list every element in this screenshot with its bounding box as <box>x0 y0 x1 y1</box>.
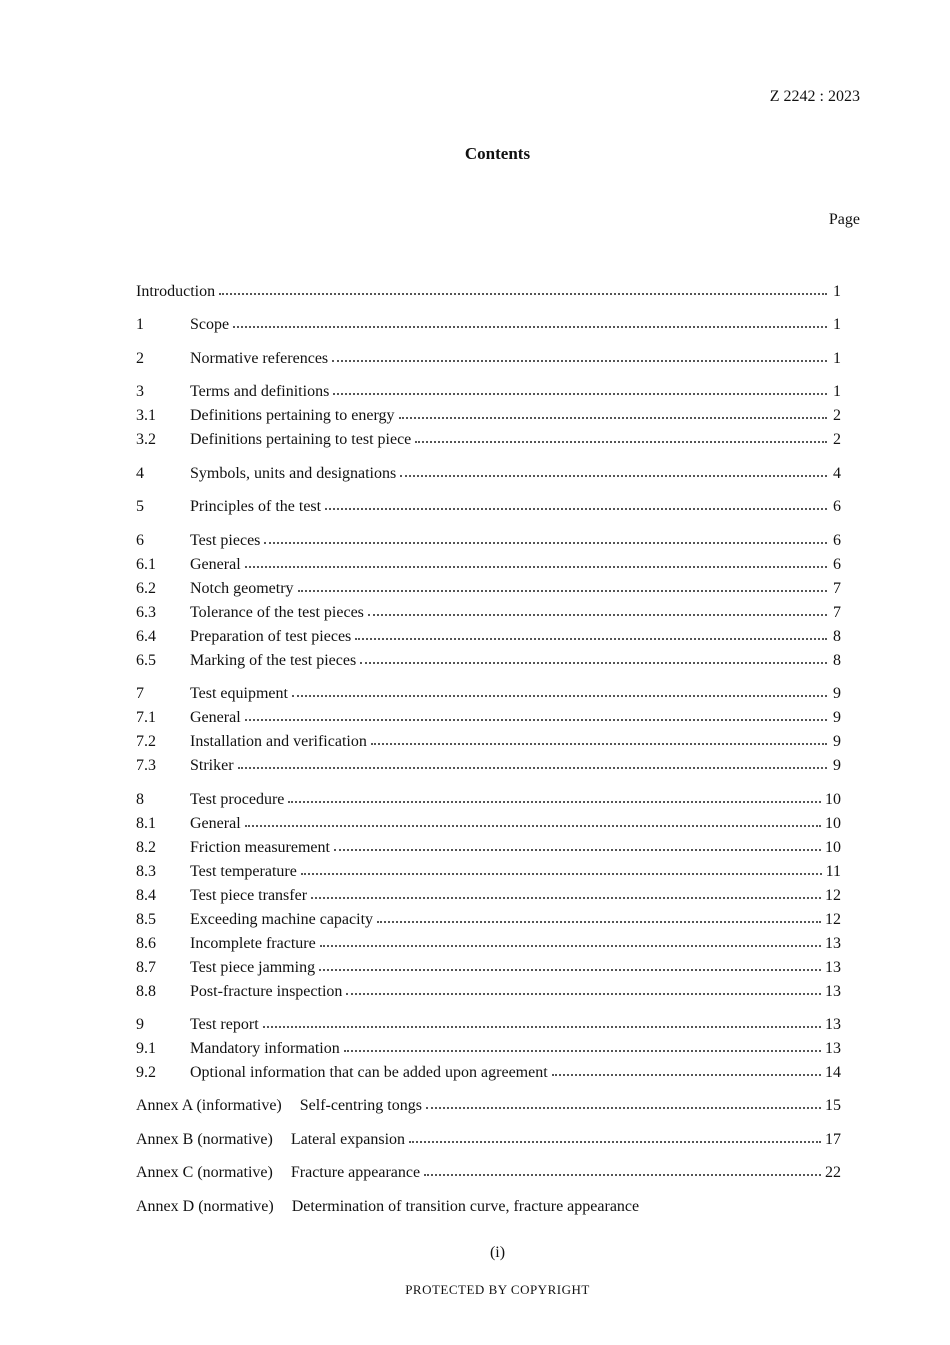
toc-entry-number: 8.8 <box>136 983 156 1000</box>
dot-leader <box>371 743 827 745</box>
toc-entry-page: 10 <box>825 815 841 832</box>
toc-entry-page: 12 <box>825 911 841 928</box>
toc-entry-title: Test pieces <box>190 532 261 549</box>
toc-entry-page: 22 <box>825 1164 841 1181</box>
toc-entry[interactable] <box>136 809 841 833</box>
toc-entry-page: 13 <box>825 935 841 952</box>
toc-entry[interactable] <box>136 751 841 775</box>
toc-entry[interactable] <box>136 833 841 857</box>
toc-entry-title: Notch geometry <box>190 580 294 597</box>
dot-leader <box>346 993 821 995</box>
toc-entry-number: 9 <box>136 1016 144 1033</box>
toc-entry-number: 8 <box>136 791 144 808</box>
annex-label: Annex C (normative) <box>136 1164 273 1181</box>
toc-entry[interactable] <box>136 526 841 550</box>
dot-leader <box>400 475 827 477</box>
toc-entry-title: Test equipment <box>190 685 288 702</box>
toc-entry-title: Introduction <box>136 283 216 300</box>
toc-entry-number: 6.4 <box>136 628 156 645</box>
toc-entry-number: 6.3 <box>136 604 156 621</box>
toc-entry-title: Mandatory information <box>190 1040 340 1057</box>
toc-entry-page: 8 <box>833 628 841 645</box>
toc-entry-page: 6 <box>833 532 841 549</box>
dot-leader <box>552 1074 821 1076</box>
toc-entry[interactable] <box>136 377 841 401</box>
toc-entry[interactable] <box>136 881 841 905</box>
toc-entry[interactable] <box>136 929 841 953</box>
toc-entry-page: 14 <box>825 1064 841 1081</box>
dot-leader <box>344 1050 821 1052</box>
toc-entry[interactable] <box>136 622 841 646</box>
toc-entry-number: 4 <box>136 465 144 482</box>
toc-entry-title: Incomplete fracture <box>190 935 316 952</box>
dot-leader <box>298 590 827 592</box>
toc-entry-number: 1 <box>136 316 144 333</box>
toc-entry-annex-c[interactable] <box>136 1158 841 1182</box>
toc-entry-page: 8 <box>833 652 841 669</box>
dot-leader <box>219 293 827 295</box>
toc-entry-page: 2 <box>833 431 841 448</box>
toc-entry[interactable] <box>136 344 841 368</box>
dot-leader <box>292 695 827 697</box>
dot-leader <box>325 508 827 510</box>
dot-leader <box>264 542 827 544</box>
toc-entry-number: 3.1 <box>136 407 156 424</box>
toc-entry-page: 7 <box>833 604 841 621</box>
toc-entry-page: 6 <box>833 498 841 515</box>
toc-entry[interactable] <box>136 1010 841 1034</box>
toc-entry[interactable] <box>136 646 841 670</box>
toc-entry-title: Symbols, units and designations <box>190 465 397 482</box>
dot-leader <box>319 969 821 971</box>
toc-entry[interactable] <box>136 574 841 598</box>
copyright-notice: PROTECTED BY COPYRIGHT <box>405 1282 590 1297</box>
toc-entry-page: 9 <box>833 757 841 774</box>
toc-entry-title: Friction measurement <box>190 839 330 856</box>
toc-entry-title: Self-centring tongs <box>299 1097 422 1114</box>
page-column-label: Page <box>828 211 860 228</box>
toc-entry-number: 6.5 <box>136 652 156 669</box>
toc-entry[interactable] <box>136 1034 841 1058</box>
dot-leader <box>409 1141 821 1143</box>
toc-entry-title: Optional information that can be added upon agreement <box>190 1064 548 1081</box>
toc-entry-title: Terms and definitions <box>190 383 330 400</box>
toc-entry[interactable] <box>136 727 841 751</box>
toc-entry-introduction[interactable] <box>136 277 841 301</box>
dot-leader <box>368 614 827 616</box>
dot-leader <box>233 326 827 328</box>
dot-leader <box>360 662 827 664</box>
toc-entry[interactable] <box>136 310 841 334</box>
dot-leader <box>333 393 827 395</box>
toc-entry-page: 10 <box>825 791 841 808</box>
dot-leader <box>377 921 821 923</box>
toc-entry[interactable] <box>136 598 841 622</box>
toc-entry[interactable] <box>136 703 841 727</box>
toc-entry-title: Normative references <box>190 350 329 367</box>
annex-label: Annex D (normative) <box>136 1198 274 1215</box>
toc-entry-page: 11 <box>825 863 841 880</box>
toc-entry-title: General <box>190 709 241 726</box>
dot-leader <box>238 767 827 769</box>
toc-entry-title: Exceeding machine capacity <box>190 911 374 928</box>
toc-entry-number: 8.5 <box>136 911 156 928</box>
toc-entry-title: Lateral expansion <box>290 1131 406 1148</box>
toc-entry-title: Test piece jamming <box>190 959 316 976</box>
page-folio: (i) <box>489 1244 506 1261</box>
toc-entry-title: Test procedure <box>190 791 285 808</box>
toc-entry[interactable] <box>136 425 841 449</box>
toc-entry-annex-d[interactable] <box>136 1192 841 1216</box>
toc-entry-number: 6.1 <box>136 556 156 573</box>
toc-entry-title: Installation and verification <box>190 733 367 750</box>
toc-entry-title: Test report <box>190 1016 259 1033</box>
dot-leader <box>355 638 827 640</box>
toc-entry-page: 17 <box>825 1131 841 1148</box>
toc-entry-title: Test temperature <box>190 863 297 880</box>
dot-leader <box>426 1107 821 1109</box>
document-code: Z 2242 : 2023 <box>769 88 860 105</box>
toc-entry[interactable] <box>136 953 841 977</box>
toc-entry-number: 7.1 <box>136 709 156 726</box>
dot-leader <box>332 360 827 362</box>
dot-leader <box>301 873 822 875</box>
toc-entry-page: 13 <box>825 983 841 1000</box>
toc-entry-page: 9 <box>833 733 841 750</box>
toc-entry-title: Scope <box>190 316 230 333</box>
toc-entry-number: 6 <box>136 532 144 549</box>
toc-entry-page: 6 <box>833 556 841 573</box>
toc-entry-number: 8.4 <box>136 887 156 904</box>
toc-entry-number: 9.2 <box>136 1064 156 1081</box>
toc-entry[interactable] <box>136 492 841 516</box>
toc-entry-title: Definitions pertaining to test piece <box>190 431 412 448</box>
toc-entry-number: 3.2 <box>136 431 156 448</box>
dot-leader <box>320 945 821 947</box>
toc-entry-title: Marking of the test pieces <box>190 652 357 669</box>
toc-entry-page: 1 <box>833 383 841 400</box>
toc-entry-annex-a[interactable] <box>136 1091 841 1115</box>
dot-leader <box>245 825 821 827</box>
dot-leader <box>263 1026 821 1028</box>
toc-entry[interactable] <box>136 857 841 881</box>
toc-entry-number: 8.1 <box>136 815 156 832</box>
dot-leader <box>415 441 827 443</box>
dot-leader <box>334 849 821 851</box>
toc-entry-number: 7.3 <box>136 757 156 774</box>
dot-leader <box>399 417 827 419</box>
toc-entry[interactable] <box>136 550 841 574</box>
toc-entry-page: 1 <box>833 316 841 333</box>
toc-entry-title: Striker <box>190 757 234 774</box>
toc-entry-title: Fracture appearance <box>290 1164 421 1181</box>
toc-entry-page: 9 <box>833 685 841 702</box>
toc-entry-number: 3 <box>136 383 144 400</box>
toc-entry[interactable] <box>136 679 841 703</box>
toc-entry[interactable] <box>136 905 841 929</box>
toc-entry-page: 13 <box>825 959 841 976</box>
toc-entry[interactable] <box>136 977 841 1001</box>
dot-leader <box>288 801 821 803</box>
toc-entry-number: 2 <box>136 350 144 367</box>
toc-entry[interactable] <box>136 459 841 483</box>
toc-entry-number: 9.1 <box>136 1040 156 1057</box>
dot-leader <box>311 897 821 899</box>
toc-entry-number: 6.2 <box>136 580 156 597</box>
toc-entry-page: 1 <box>833 283 841 300</box>
toc-entry[interactable] <box>136 401 841 425</box>
toc-entry-title: Definitions pertaining to energy <box>190 407 395 424</box>
toc-entry-title: General <box>190 815 241 832</box>
toc-entry-annex-b[interactable] <box>136 1125 841 1149</box>
toc-entry-number: 8.3 <box>136 863 156 880</box>
toc-entry-page: 4 <box>833 465 841 482</box>
toc-entry-page: 10 <box>825 839 841 856</box>
toc-entry-title: Determination of transition curve, fracture appearance <box>291 1198 640 1215</box>
dot-leader <box>245 566 827 568</box>
toc-entry-page: 13 <box>825 1040 841 1057</box>
dot-leader <box>424 1174 821 1176</box>
annex-label: Annex B (normative) <box>136 1131 273 1148</box>
toc-entry[interactable] <box>136 1058 841 1082</box>
toc-entry-title: General <box>190 556 241 573</box>
toc-entry-page: 15 <box>825 1097 841 1114</box>
toc-entry-number: 8.2 <box>136 839 156 856</box>
toc-entry-title: Tolerance of the test pieces <box>190 604 364 621</box>
toc-entry-page: 2 <box>833 407 841 424</box>
toc-entry-number: 5 <box>136 498 144 515</box>
toc-entry-title: Post-fracture inspection <box>190 983 343 1000</box>
toc-entry-page: 13 <box>825 1016 841 1033</box>
toc-entry-number: 8.6 <box>136 935 156 952</box>
page-title: Contents <box>464 144 531 163</box>
toc-entry-number: 7 <box>136 685 144 702</box>
toc-entry-number: 8.7 <box>136 959 156 976</box>
toc-entry-page: 7 <box>833 580 841 597</box>
toc-entry-page: 1 <box>833 350 841 367</box>
toc-entry-number: 7.2 <box>136 733 156 750</box>
toc-entry[interactable] <box>136 785 841 809</box>
toc-entry-title: Preparation of test pieces <box>190 628 352 645</box>
annex-label: Annex A (informative) <box>136 1097 282 1114</box>
toc-entry-title: Principles of the test <box>190 498 322 515</box>
toc-entry-page: 12 <box>825 887 841 904</box>
dot-leader <box>245 719 827 721</box>
toc-entry-title: Test piece transfer <box>190 887 308 904</box>
toc-entry-page: 9 <box>833 709 841 726</box>
